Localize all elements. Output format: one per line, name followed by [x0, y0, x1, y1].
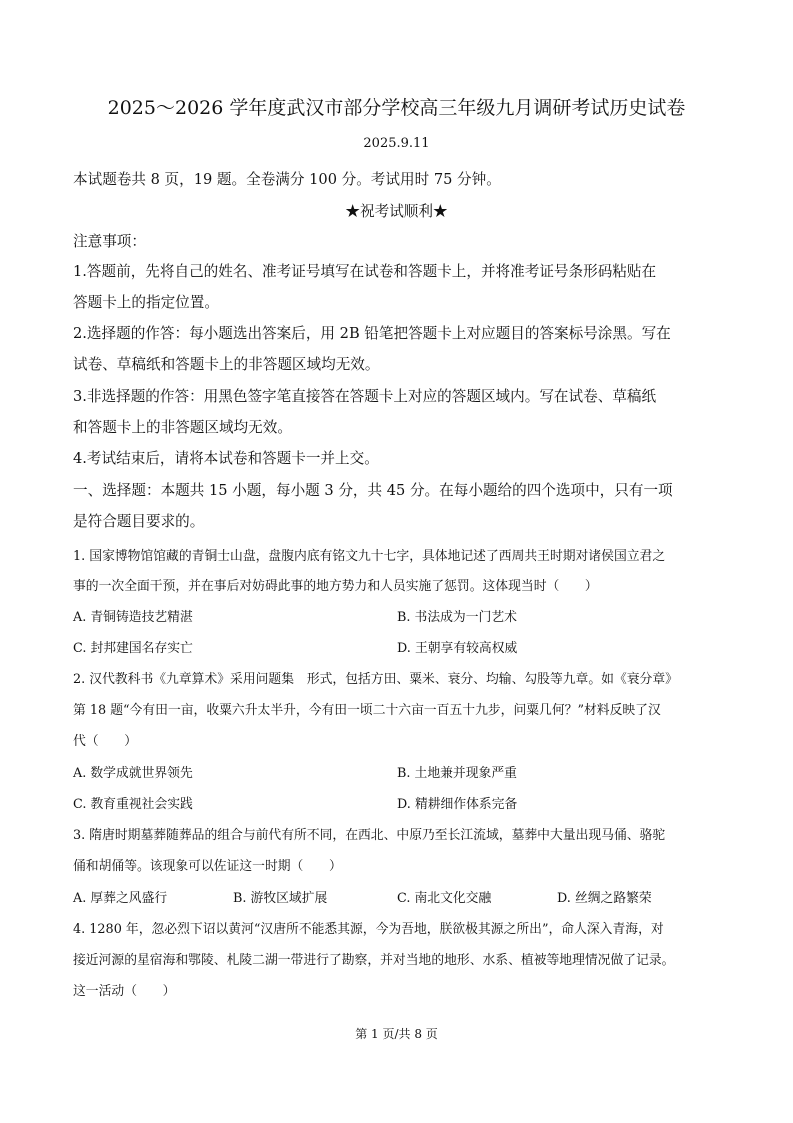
question-2-stem-line-1: 2. 汉代教科书《九章算术》采用问题集 形式，包括方田、粟米、衰分、均输、勾股等九章。如《衰分章》	[73, 672, 678, 687]
exam-title: 2025～2026 学年度武汉市部分学校高三年级九月调研考试历史试卷	[107, 97, 686, 119]
question-3-option-b[interactable]: B. 游牧区域扩展	[233, 891, 328, 906]
question-1-stem-line-1: 1. 国家博物馆馆藏的青铜士山盘，盘腹内底有铭文九十七字，具体地记述了西周共王时期对诸侯国立君之	[73, 549, 666, 564]
note-2-line-1: 2.选择题的作答：每小题选出答案后，用 2B 铅笔把答题卡上对应题目的答案标号涂黑。写在	[73, 325, 671, 342]
question-2-stem-line-2: 第 18 题“今有田一亩，收粟六升太半升，今有田一顷二十六亩一百五十九步，问粟几何？”材料反映了汉	[73, 703, 661, 718]
question-2-option-a[interactable]: A. 数学成就世界领先	[73, 766, 193, 781]
question-3-stem-line-1: 3. 隋唐时期墓葬随葬品的组合与前代有所不同，在西北、中原乃至长江流域，墓葬中大量出现马俑、骆驼	[73, 828, 666, 843]
question-1-option-c[interactable]: C. 封邦建国名存实亡	[73, 641, 193, 656]
question-2-option-c[interactable]: C. 教育重视社会实践	[73, 797, 193, 812]
note-2-line-2: 试卷、草稿纸和答题卡上的非答题区域均无效。	[73, 356, 380, 373]
question-3-option-a[interactable]: A. 厚葬之风盛行	[73, 891, 168, 906]
notes-heading: 注意事项：	[73, 233, 146, 250]
note-4: 4.考试结束后，请将本试卷和答题卡一并上交。	[73, 450, 379, 467]
question-2-stem-line-3: 代（ ）	[73, 734, 137, 749]
question-1-stem-line-2: 事的一次全面干预，并在事后对妨碍此事的地方势力和人员实施了惩罚。这体现当时（ ）	[73, 579, 598, 594]
section-1-heading-line-2: 是符合题目要求的。	[73, 513, 205, 530]
note-3-line-2: 和答题卡上的非答题区域均无效。	[73, 419, 292, 436]
note-1-line-2: 答题卡上的指定位置。	[73, 294, 219, 311]
question-3-option-d[interactable]: D. 丝绸之路繁荣	[557, 891, 652, 906]
exam-intro: 本试题卷共 8 页，19 题。全卷满分 100 分。考试用时 75 分钟。	[73, 171, 501, 188]
question-1-option-a[interactable]: A. 青铜铸造技艺精湛	[73, 610, 193, 625]
question-4-stem-line-2: 接近河源的星宿海和鄂陵、札陵二湖一带进行了勘察，并对当地的地形、水系、植被等地理情况做了记录。	[73, 953, 675, 968]
question-3-stem-line-2: 俑和胡俑等。该现象可以佐证这一时期（ ）	[73, 859, 342, 874]
exam-date: 2025.9.11	[363, 136, 430, 151]
section-1-heading-line-1: 一、选择题：本题共 15 小题，每小题 3 分，共 45 分。在每小题给的四个选项中，只有一项	[73, 482, 673, 499]
question-1-option-b[interactable]: B. 书法成为一门艺术	[397, 610, 517, 625]
note-3-line-1: 3.非选择题的作答：用黑色签字笔直接答在答题卡上对应的答题区域内。写在试卷、草稿纸	[73, 388, 657, 405]
question-4-stem-line-1: 4. 1280 年，忽必烈下诏以黄河“汉唐所不能悉其源，今为吾地，朕欲极其源之所出”，命人深入青海，对	[73, 922, 664, 937]
question-2-option-d[interactable]: D. 精耕细作体系完备	[397, 797, 518, 812]
good-luck-wish: ★祝考试顺利★	[345, 203, 448, 220]
question-3-option-c[interactable]: C. 南北文化交融	[397, 891, 492, 906]
page-number-footer: 第 1 页/共 8 页	[355, 1027, 438, 1041]
question-2-option-b[interactable]: B. 土地兼并现象严重	[397, 766, 517, 781]
question-1-option-d[interactable]: D. 王朝享有较高权威	[397, 641, 518, 656]
note-1-line-1: 1.答题前，先将自己的姓名、准考证号填写在试卷和答题卡上，并将准考证号条形码粘贴在	[73, 263, 657, 280]
question-4-stem-line-3: 这一活动（ ）	[73, 984, 176, 999]
